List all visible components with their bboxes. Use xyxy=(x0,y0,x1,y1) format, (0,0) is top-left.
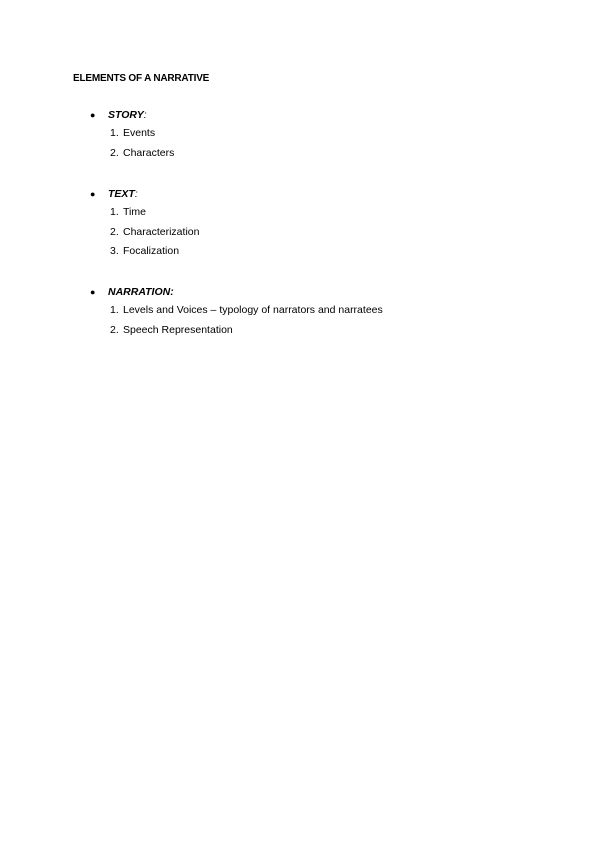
section-label xyxy=(108,185,138,203)
section-heading xyxy=(90,283,363,301)
section-heading xyxy=(90,185,179,203)
bullet-icon: ● xyxy=(90,110,96,120)
list-item xyxy=(110,321,383,341)
document-title: ELEMENTS OF A NARRATIVE xyxy=(73,73,210,84)
item-number: 1. xyxy=(110,304,119,316)
section-label-text: NARRATION: xyxy=(108,286,174,298)
item-number: 2. xyxy=(110,225,119,238)
list-item xyxy=(110,124,174,144)
list-item xyxy=(110,242,199,262)
item-number: 1. xyxy=(110,127,119,139)
bullet-icon: ● xyxy=(90,287,96,297)
section-label xyxy=(108,106,147,124)
section-label-text: TEXT xyxy=(108,188,135,200)
item-text: Speech Representation xyxy=(123,323,233,336)
item-text: Time xyxy=(123,206,146,218)
item-number: 3. xyxy=(110,245,119,258)
section-label-suffix: : xyxy=(134,188,138,200)
section-label-text: STORY xyxy=(108,109,144,121)
numbered-list xyxy=(110,301,383,340)
list-item xyxy=(110,301,383,321)
item-number: 1. xyxy=(110,206,119,218)
bullet-icon: ● xyxy=(90,189,96,199)
list-item xyxy=(110,223,199,243)
numbered-list xyxy=(110,124,174,163)
item-number: 2. xyxy=(110,323,119,336)
item-text: Focalization xyxy=(123,245,180,258)
item-number: 2. xyxy=(110,146,119,159)
item-text: Characters xyxy=(123,146,175,159)
item-text: Events xyxy=(123,127,156,139)
section-label xyxy=(108,283,174,301)
section-heading xyxy=(90,106,154,124)
list-item xyxy=(110,144,174,164)
section-text xyxy=(90,185,200,262)
section-label-suffix: : xyxy=(143,109,147,121)
item-text: Levels and Voices – typology of narrators and narratees xyxy=(123,304,383,316)
numbered-list xyxy=(110,203,199,262)
item-text: Characterization xyxy=(123,225,200,238)
list-item xyxy=(110,203,199,223)
section-story xyxy=(90,106,175,163)
section-narration xyxy=(90,283,383,340)
